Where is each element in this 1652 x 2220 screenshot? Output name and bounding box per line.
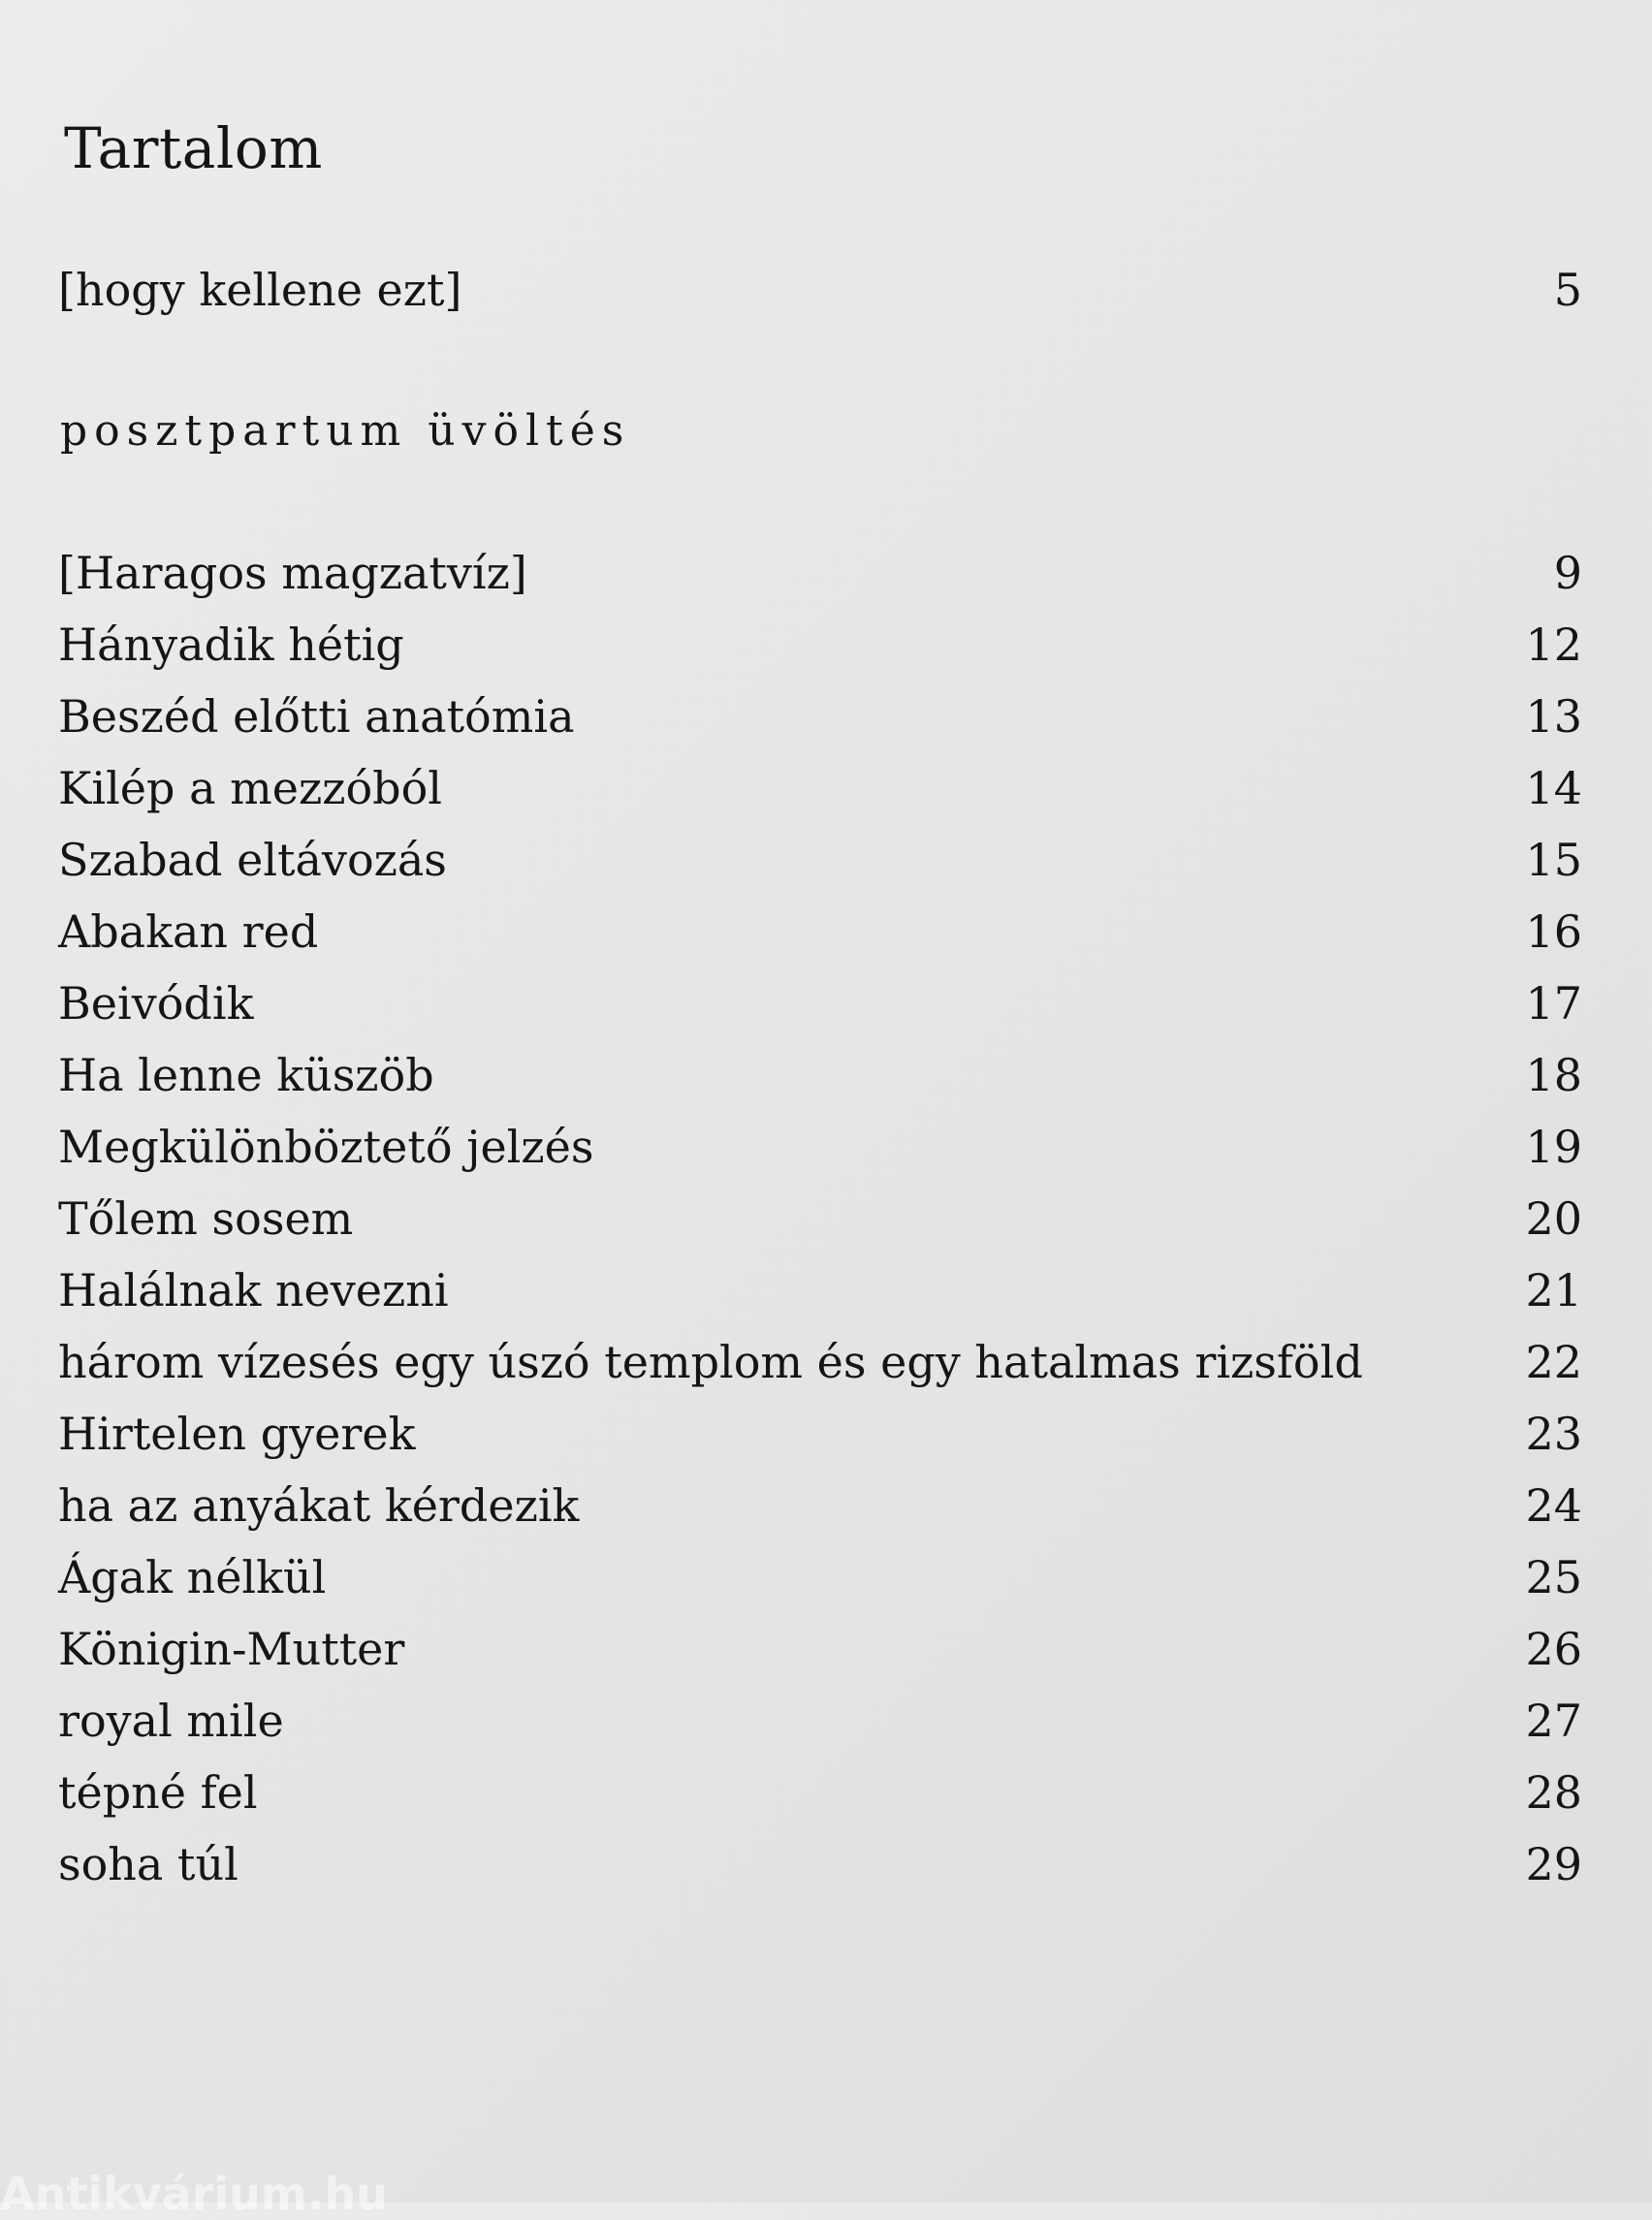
toc-entry (58, 1472, 1582, 1539)
toc-entry (58, 611, 1582, 679)
toc-entry-label: Königin-Mutter (58, 1623, 405, 1675)
toc-entry-page: 19 (1525, 1121, 1582, 1173)
toc-entry (58, 1113, 1582, 1181)
toc-entry (58, 539, 1582, 607)
toc-entry-page: 21 (1525, 1264, 1582, 1316)
toc-entry-page: 15 (1525, 834, 1582, 886)
toc-entry (58, 1830, 1582, 1898)
toc-entry-page: 29 (1525, 1838, 1582, 1890)
toc-entry (58, 1041, 1582, 1109)
toc-entry-label: Tőlem sosem (58, 1192, 354, 1245)
toc-entry (58, 1185, 1582, 1253)
toc-entry-label: royal mile (58, 1695, 284, 1747)
toc-entry (58, 1615, 1582, 1683)
toc-entry-page: 14 (1525, 762, 1582, 814)
toc-entry-label: Beivódik (58, 977, 254, 1030)
toc-entry-page: 12 (1525, 618, 1582, 671)
toc-entry (58, 1328, 1582, 1396)
toc-entry-label: Abakan red (58, 905, 319, 958)
toc-entry-label: soha túl (58, 1838, 238, 1890)
toc-entry-label: Kilép a mezzóból (58, 762, 442, 814)
watermark: Antikvárium.hu (0, 2168, 388, 2220)
toc-entry-label: Halálnak nevezni (58, 1264, 449, 1316)
toc-entry-page: 17 (1525, 977, 1582, 1030)
section-heading: posztpartum üvöltés (60, 406, 631, 456)
toc-entry-intro (58, 256, 1582, 324)
toc-entry-page: 13 (1525, 690, 1582, 743)
toc-entry-page: 16 (1525, 905, 1582, 958)
toc-entry (58, 1759, 1582, 1826)
toc-entry (58, 754, 1582, 822)
toc-entry-label: Beszéd előtti anatómia (58, 690, 575, 743)
toc-entry-label: Hirtelen gyerek (58, 1408, 416, 1460)
toc-entry-label: Ágak nélkül (58, 1551, 327, 1603)
toc-entry-label: Ha lenne küszöb (58, 1049, 434, 1101)
toc-entry (58, 898, 1582, 966)
toc-entry-page: 22 (1525, 1336, 1582, 1388)
toc-entry-label: Szabad eltávozás (58, 834, 447, 886)
toc-entry-page: 20 (1525, 1192, 1582, 1245)
toc-entry (58, 1256, 1582, 1324)
toc-entry-label: tépné fel (58, 1766, 258, 1819)
toc-entry-page: 27 (1525, 1695, 1582, 1747)
toc-entry (58, 682, 1582, 750)
toc-entry (58, 1543, 1582, 1611)
toc-entry-label: ha az anyákat kérdezik (58, 1479, 580, 1532)
page-title: Tartalom (64, 115, 323, 181)
toc-entry-page: 26 (1525, 1623, 1582, 1675)
toc-entry-label: [Haragos magzatvíz] (58, 547, 527, 599)
toc-entry-page: 25 (1525, 1551, 1582, 1603)
toc-entry-label: [hogy kellene ezt] (58, 264, 462, 316)
toc-entry (58, 826, 1582, 894)
toc-entry (58, 969, 1582, 1037)
toc-entry-label: Hányadik hétig (58, 618, 404, 671)
toc-entry-page: 5 (1553, 264, 1582, 316)
toc-entry-label: Megkülönböztető jelzés (58, 1121, 594, 1173)
toc-entry-page: 9 (1553, 547, 1582, 599)
toc-entry-page: 24 (1525, 1479, 1582, 1532)
toc-entry (58, 1687, 1582, 1755)
toc-entry-page: 23 (1525, 1408, 1582, 1460)
toc-entry-label: három vízesés egy úszó templom és egy hatalmas rizsföld (58, 1336, 1363, 1388)
toc-entry (58, 1400, 1582, 1468)
toc-entry-page: 28 (1525, 1766, 1582, 1819)
toc-entry-page: 18 (1525, 1049, 1582, 1101)
